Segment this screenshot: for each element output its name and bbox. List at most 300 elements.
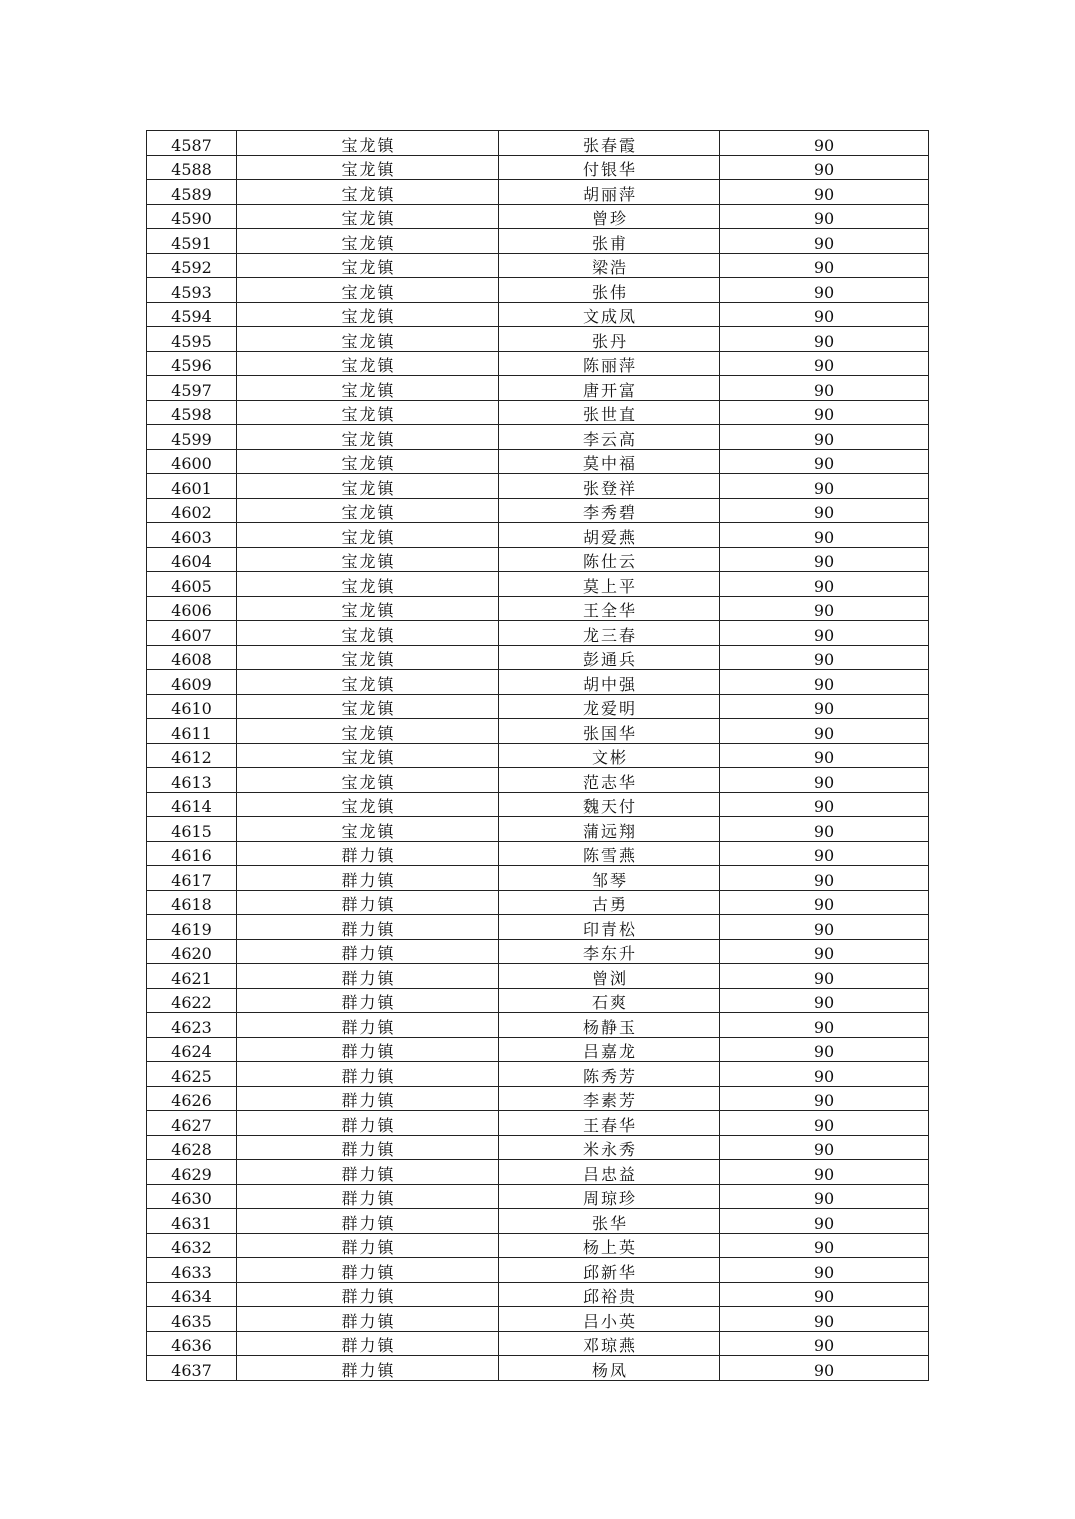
cell-amount-text: 90 — [813, 1066, 835, 1086]
cell-town — [237, 449, 499, 474]
cell-person-name — [499, 1184, 720, 1209]
cell-serial-number — [147, 743, 237, 768]
cell-town — [237, 572, 499, 597]
table-row — [147, 1258, 929, 1283]
cell-amount-text: 90 — [813, 723, 835, 743]
cell-serial-number-text: 4598 — [171, 405, 212, 424]
cell-person-name — [499, 474, 720, 499]
cell-serial-number-text: 4613 — [171, 772, 212, 792]
cell-town — [237, 719, 499, 744]
cell-amount-text: 90 — [813, 331, 835, 351]
cell-serial-number — [147, 572, 237, 597]
cell-person-name-text: 文成凤 — [582, 307, 637, 326]
cell-town — [237, 1086, 499, 1111]
cell-amount-text: 90 — [813, 1164, 835, 1184]
cell-person-name — [499, 400, 720, 425]
cell-serial-number — [147, 1013, 237, 1038]
cell-amount — [720, 1209, 929, 1234]
cell-person-name-text: 杨上英 — [582, 1238, 637, 1257]
cell-person-name-text: 王春华 — [582, 1115, 637, 1135]
cell-serial-number — [147, 302, 237, 327]
cell-amount-text: 90 — [813, 968, 835, 988]
cell-person-name-text: 吕小英 — [582, 1311, 637, 1331]
cell-town — [237, 1184, 499, 1209]
cell-person-name-text: 印青松 — [582, 919, 637, 939]
cell-amount-text: 90 — [813, 233, 835, 253]
cell-town-text: 宝龙镇 — [341, 429, 396, 449]
cell-town-text: 群力镇 — [341, 1189, 396, 1208]
cell-town — [237, 1135, 499, 1160]
table-row — [147, 1184, 929, 1209]
cell-serial-number-text: 4592 — [171, 258, 212, 277]
cell-town-text: 群力镇 — [341, 1091, 396, 1110]
cell-serial-number-text: 4601 — [171, 478, 212, 498]
cell-person-name-text: 陈丽萍 — [582, 356, 637, 375]
cell-person-name — [499, 988, 720, 1013]
cell-person-name — [499, 645, 720, 670]
cell-amount-text: 90 — [813, 356, 835, 375]
cell-town-text: 群力镇 — [341, 1336, 396, 1355]
cell-town-text: 群力镇 — [341, 919, 396, 939]
cell-person-name-text: 龙爱明 — [582, 699, 637, 718]
cell-serial-number — [147, 180, 237, 205]
cell-town — [237, 547, 499, 572]
cell-town-text: 群力镇 — [341, 1360, 396, 1380]
cell-town — [237, 1111, 499, 1136]
cell-person-name-text: 周琼珍 — [582, 1189, 637, 1208]
cell-amount-text: 90 — [813, 821, 835, 841]
table-row — [147, 327, 929, 352]
cell-serial-number-text: 4620 — [171, 944, 212, 963]
cell-town-text: 宝龙镇 — [341, 307, 396, 326]
cell-amount-text: 90 — [813, 895, 835, 914]
cell-serial-number — [147, 621, 237, 646]
cell-serial-number — [147, 400, 237, 425]
cell-serial-number — [147, 204, 237, 229]
cell-serial-number — [147, 768, 237, 793]
cell-serial-number-text: 4610 — [171, 699, 212, 718]
cell-serial-number-text: 4637 — [171, 1360, 212, 1380]
cell-serial-number-text: 4619 — [171, 919, 212, 939]
cell-serial-number — [147, 694, 237, 719]
cell-person-name — [499, 351, 720, 376]
cell-person-name — [499, 1135, 720, 1160]
cell-person-name — [499, 939, 720, 964]
table-row — [147, 351, 929, 376]
cell-amount — [720, 964, 929, 989]
cell-town-text: 宝龙镇 — [341, 674, 396, 694]
cell-person-name — [499, 841, 720, 866]
cell-serial-number-text: 4616 — [171, 846, 212, 865]
table-row — [147, 841, 929, 866]
table-row — [147, 1062, 929, 1087]
cell-serial-number — [147, 229, 237, 254]
cell-amount — [720, 131, 929, 156]
cell-serial-number-text: 4604 — [171, 552, 212, 571]
cell-amount — [720, 278, 929, 303]
table-row — [147, 180, 929, 205]
cell-serial-number-text: 4628 — [171, 1140, 212, 1159]
cell-town — [237, 1160, 499, 1185]
cell-serial-number — [147, 719, 237, 744]
cell-person-name-text: 王全华 — [582, 601, 637, 620]
cell-person-name-text: 杨凤 — [591, 1360, 628, 1380]
cell-person-name-text: 莫上平 — [582, 576, 637, 596]
cell-amount — [720, 229, 929, 254]
cell-person-name — [499, 1233, 720, 1258]
cell-town — [237, 964, 499, 989]
cell-town — [237, 523, 499, 548]
cell-person-name — [499, 1086, 720, 1111]
cell-town — [237, 376, 499, 401]
cell-town-text: 群力镇 — [341, 1262, 396, 1282]
cell-town — [237, 351, 499, 376]
cell-person-name — [499, 1331, 720, 1356]
cell-town-text: 宝龙镇 — [341, 797, 396, 816]
cell-amount — [720, 351, 929, 376]
cell-town — [237, 1233, 499, 1258]
cell-town-text: 宝龙镇 — [341, 552, 396, 571]
table-row — [147, 645, 929, 670]
cell-town — [237, 1258, 499, 1283]
cell-amount — [720, 1111, 929, 1136]
table-row — [147, 866, 929, 891]
cell-amount — [720, 1037, 929, 1062]
cell-amount — [720, 204, 929, 229]
cell-serial-number-text: 4624 — [171, 1042, 212, 1061]
cell-town — [237, 792, 499, 817]
cell-serial-number-text: 4627 — [171, 1115, 212, 1135]
cell-amount — [720, 1307, 929, 1332]
cell-person-name — [499, 131, 720, 156]
cell-serial-number — [147, 1233, 237, 1258]
cell-amount — [720, 719, 929, 744]
cell-amount — [720, 939, 929, 964]
cell-town — [237, 131, 499, 156]
cell-town — [237, 645, 499, 670]
cell-serial-number — [147, 131, 237, 156]
cell-town — [237, 498, 499, 523]
cell-serial-number — [147, 498, 237, 523]
cell-amount-text: 90 — [813, 601, 835, 620]
table-row — [147, 670, 929, 695]
table-row — [147, 694, 929, 719]
cell-amount-text: 90 — [813, 503, 835, 522]
table-row — [147, 498, 929, 523]
cell-town — [237, 1282, 499, 1307]
cell-town-text: 群力镇 — [341, 993, 396, 1012]
cell-person-name — [499, 1111, 720, 1136]
cell-serial-number — [147, 1184, 237, 1209]
cell-town-text: 宝龙镇 — [341, 184, 396, 204]
cell-town — [237, 915, 499, 940]
cell-town-text: 宝龙镇 — [341, 723, 396, 743]
cell-town — [237, 670, 499, 695]
cell-person-name — [499, 547, 720, 572]
cell-town-text: 群力镇 — [341, 1066, 396, 1086]
cell-serial-number — [147, 1282, 237, 1307]
cell-person-name-text: 陈雪燕 — [582, 846, 637, 865]
cell-serial-number-text: 4622 — [171, 993, 212, 1012]
cell-serial-number — [147, 890, 237, 915]
cell-town-text: 群力镇 — [341, 1164, 396, 1184]
cell-amount-text: 90 — [813, 944, 835, 963]
cell-serial-number-text: 4589 — [171, 184, 212, 204]
cell-town — [237, 474, 499, 499]
cell-serial-number-text: 4595 — [171, 331, 212, 351]
cell-serial-number-text: 4621 — [171, 968, 212, 988]
cell-person-name — [499, 743, 720, 768]
cell-serial-number-text: 4593 — [171, 282, 212, 302]
cell-amount — [720, 743, 929, 768]
cell-town-text: 群力镇 — [341, 870, 396, 890]
cell-person-name-text: 彭通兵 — [582, 650, 637, 669]
cell-amount-text: 90 — [813, 1091, 835, 1110]
cell-person-name-text: 付银华 — [582, 160, 637, 179]
cell-serial-number — [147, 425, 237, 450]
cell-amount-text: 90 — [813, 1336, 835, 1355]
cell-person-name — [499, 817, 720, 842]
cell-town — [237, 302, 499, 327]
cell-town-text: 群力镇 — [341, 1115, 396, 1135]
table-row — [147, 964, 929, 989]
cell-amount-text: 90 — [813, 919, 835, 939]
cell-town — [237, 278, 499, 303]
cell-serial-number — [147, 939, 237, 964]
cell-amount-text: 90 — [813, 1140, 835, 1159]
cell-serial-number — [147, 1209, 237, 1234]
cell-serial-number-text: 4602 — [171, 503, 212, 522]
cell-town-text: 宝龙镇 — [341, 258, 396, 277]
cell-person-name-text: 邱裕贵 — [582, 1287, 637, 1306]
cell-town-text: 宝龙镇 — [341, 625, 396, 645]
cell-serial-number — [147, 866, 237, 891]
cell-serial-number — [147, 670, 237, 695]
cell-person-name-text: 陈仕云 — [582, 552, 637, 571]
cell-serial-number-text: 4596 — [171, 356, 212, 375]
cell-amount — [720, 621, 929, 646]
cell-person-name — [499, 694, 720, 719]
cell-person-name-text: 陈秀芳 — [582, 1066, 637, 1086]
cell-amount — [720, 988, 929, 1013]
cell-person-name-text: 张国华 — [582, 723, 637, 743]
cell-amount — [720, 498, 929, 523]
cell-person-name — [499, 1160, 720, 1185]
cell-serial-number-text: 4599 — [171, 429, 212, 449]
cell-town — [237, 229, 499, 254]
cell-serial-number — [147, 817, 237, 842]
cell-town-text: 群力镇 — [341, 1213, 396, 1233]
cell-person-name — [499, 866, 720, 891]
cell-person-name-text: 梁浩 — [591, 258, 628, 277]
cell-serial-number-text: 4608 — [171, 650, 212, 669]
cell-amount-text: 90 — [813, 552, 835, 571]
cell-person-name-text: 杨静玉 — [582, 1017, 637, 1037]
cell-person-name — [499, 253, 720, 278]
cell-serial-number-text: 4617 — [171, 870, 212, 890]
cell-person-name-text: 曾珍 — [591, 209, 628, 228]
cell-amount — [720, 694, 929, 719]
table-row — [147, 1209, 929, 1234]
cell-serial-number-text: 4607 — [171, 625, 212, 645]
cell-amount-text: 90 — [813, 748, 835, 767]
cell-town-text: 宝龙镇 — [341, 405, 396, 424]
cell-amount-text: 90 — [813, 797, 835, 816]
cell-amount — [720, 572, 929, 597]
table-row — [147, 817, 929, 842]
cell-person-name — [499, 964, 720, 989]
cell-amount-text: 90 — [813, 282, 835, 302]
cell-amount — [720, 155, 929, 180]
cell-serial-number-text: 4626 — [171, 1091, 212, 1110]
cell-person-name-text: 邱新华 — [582, 1262, 637, 1282]
cell-town — [237, 1356, 499, 1381]
table-row — [147, 1233, 929, 1258]
cell-person-name-text: 胡爱燕 — [582, 527, 637, 547]
cell-town-text: 宝龙镇 — [341, 527, 396, 547]
cell-amount — [720, 474, 929, 499]
cell-serial-number-text: 4625 — [171, 1066, 212, 1086]
cell-amount — [720, 792, 929, 817]
cell-serial-number — [147, 547, 237, 572]
cell-town — [237, 694, 499, 719]
table-row — [147, 253, 929, 278]
cell-amount — [720, 596, 929, 621]
cell-serial-number-text: 4635 — [171, 1311, 212, 1331]
cell-amount-text: 90 — [813, 674, 835, 694]
cell-person-name-text: 龙三春 — [582, 625, 637, 645]
cell-town-text: 宝龙镇 — [341, 282, 396, 302]
cell-serial-number-text: 4615 — [171, 821, 212, 841]
table-row — [147, 1356, 929, 1381]
cell-person-name — [499, 670, 720, 695]
table-row — [147, 1037, 929, 1062]
cell-serial-number-text: 4632 — [171, 1238, 212, 1257]
cell-serial-number-text: 4636 — [171, 1336, 212, 1355]
cell-amount — [720, 302, 929, 327]
cell-amount-text: 90 — [813, 429, 835, 449]
cell-amount — [720, 1086, 929, 1111]
cell-amount — [720, 817, 929, 842]
cell-person-name-text: 蒲远翔 — [582, 821, 637, 841]
cell-person-name — [499, 1037, 720, 1062]
cell-town — [237, 253, 499, 278]
cell-serial-number — [147, 1062, 237, 1087]
cell-amount-text: 90 — [813, 258, 835, 277]
cell-person-name-text: 胡中强 — [582, 674, 637, 694]
cell-town — [237, 841, 499, 866]
cell-serial-number — [147, 1086, 237, 1111]
cell-amount-text: 90 — [813, 1189, 835, 1208]
cell-town-text: 群力镇 — [341, 846, 396, 865]
cell-person-name — [499, 719, 720, 744]
cell-serial-number — [147, 1037, 237, 1062]
cell-amount — [720, 768, 929, 793]
cell-person-name — [499, 180, 720, 205]
cell-town — [237, 1062, 499, 1087]
table-row — [147, 1111, 929, 1136]
cell-town-text: 宝龙镇 — [341, 699, 396, 718]
cell-serial-number-text: 4623 — [171, 1017, 212, 1037]
cell-person-name-text: 邓琼燕 — [582, 1336, 637, 1355]
table-row — [147, 474, 929, 499]
cell-amount-text: 90 — [813, 1238, 835, 1257]
cell-town-text: 群力镇 — [341, 895, 396, 914]
cell-serial-number — [147, 327, 237, 352]
table-row — [147, 302, 929, 327]
cell-serial-number — [147, 1356, 237, 1381]
cell-amount-text: 90 — [813, 1311, 835, 1331]
cell-town-text: 群力镇 — [341, 1238, 396, 1257]
cell-person-name — [499, 376, 720, 401]
table-row — [147, 449, 929, 474]
cell-serial-number — [147, 376, 237, 401]
cell-person-name-text: 张登祥 — [582, 478, 637, 498]
cell-person-name — [499, 768, 720, 793]
cell-person-name-text: 李东升 — [582, 944, 637, 963]
cell-serial-number-text: 4611 — [171, 723, 212, 743]
cell-town — [237, 768, 499, 793]
cell-amount-text: 90 — [813, 699, 835, 718]
cell-amount — [720, 1135, 929, 1160]
cell-person-name-text: 曾浏 — [591, 968, 628, 988]
cell-person-name — [499, 1307, 720, 1332]
cell-person-name-text: 魏天付 — [582, 797, 637, 816]
table-row — [147, 890, 929, 915]
table-row — [147, 915, 929, 940]
cell-person-name-text: 张甫 — [591, 233, 628, 253]
cell-person-name — [499, 1356, 720, 1381]
cell-serial-number — [147, 351, 237, 376]
cell-town — [237, 1307, 499, 1332]
cell-serial-number — [147, 964, 237, 989]
cell-amount-text: 90 — [813, 1213, 835, 1233]
cell-town-text: 宝龙镇 — [341, 650, 396, 669]
table-row — [147, 768, 929, 793]
cell-town-text: 宝龙镇 — [341, 331, 396, 351]
cell-serial-number-text: 4612 — [171, 748, 212, 767]
table-row — [147, 1160, 929, 1185]
cell-person-name — [499, 1282, 720, 1307]
cell-town — [237, 327, 499, 352]
cell-person-name-text: 唐开富 — [582, 380, 637, 400]
cell-amount-text: 90 — [813, 1262, 835, 1282]
cell-town-text: 宝龙镇 — [341, 478, 396, 498]
cell-serial-number — [147, 449, 237, 474]
cell-serial-number — [147, 1331, 237, 1356]
cell-amount-text: 90 — [813, 625, 835, 645]
cell-amount-text: 90 — [813, 1360, 835, 1380]
table-row — [147, 1013, 929, 1038]
cell-amount — [720, 449, 929, 474]
cell-person-name — [499, 792, 720, 817]
cell-person-name — [499, 278, 720, 303]
data-table — [146, 130, 929, 1381]
cell-town — [237, 204, 499, 229]
cell-amount — [720, 523, 929, 548]
table-row — [147, 400, 929, 425]
cell-person-name-text: 张华 — [591, 1213, 628, 1233]
cell-amount-text: 90 — [813, 527, 835, 547]
cell-serial-number-text: 4606 — [171, 601, 212, 620]
cell-person-name — [499, 915, 720, 940]
table-row — [147, 1307, 929, 1332]
cell-amount — [720, 180, 929, 205]
cell-town — [237, 1331, 499, 1356]
cell-person-name — [499, 572, 720, 597]
cell-person-name — [499, 498, 720, 523]
cell-amount-text: 90 — [813, 380, 835, 400]
